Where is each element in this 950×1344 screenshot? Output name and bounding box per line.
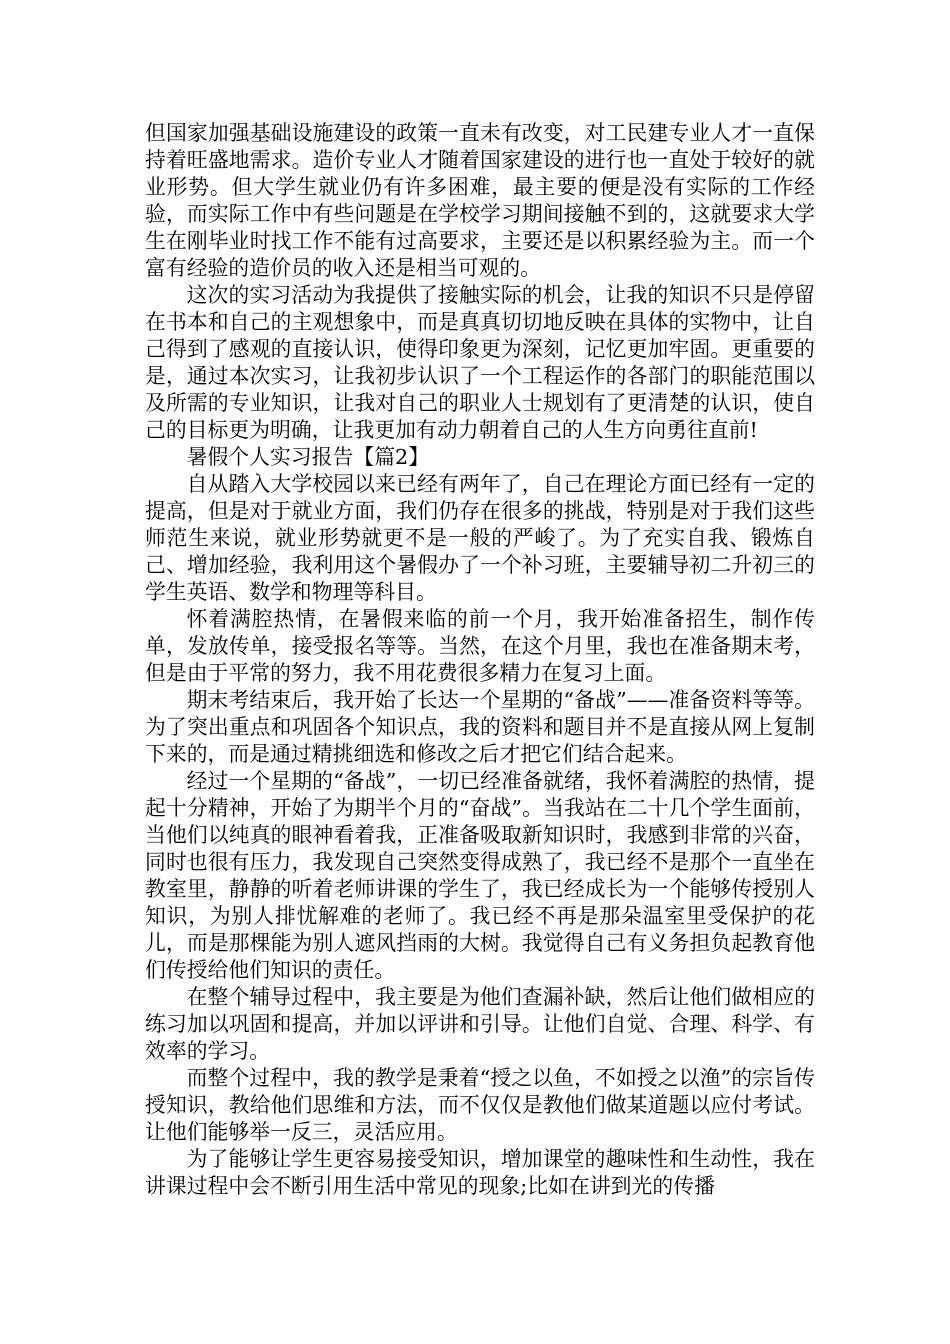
paragraph: 经过一个星期的“备战”，一切已经准备就绪，我怀着满腔的热情，提起十分精神，开始了为期半个月的“奋战”。当我站在二十几个学生面前，当他们以纯真的眼神看着我，正准备吸取新知识时，我感到非常的兴奋，同时也很有压力，我发现自己突然变得成熟了，我已经不是那个一直坐在教室里，静静的听着老师讲课的学生了，我已经成长为一个能够传授别人知识，为别人排忧解难的老师了。我已经不再是那朵温室里受保护的花儿，而是那棵能为别人遮风挡雨的大树。我觉得自己有义务担负起教育他们传授给他们知识的责任。	[145, 769, 815, 982]
section-heading: 暑假个人实习报告【篇2】	[186, 445, 430, 469]
paragraph: 为了能够让学生更容易接受知识，增加课堂的趣味性和生动性，我在讲课过程中会不断引用生活中常见的现象;比如在讲到光的传播	[145, 1147, 815, 1198]
paragraph: 而整个过程中，我的教学是秉着“授之以鱼，不如授之以渔”的宗旨传授知识，教给他们思维和方法，而不仅仅是教他们做某道题以应付考试。让他们能够举一反三，灵活应用。	[145, 1066, 815, 1144]
paragraph: 这次的实习活动为我提供了接触实际的机会，让我的知识不只是停留在书本和自己的主观想象中，而是真真切切地反映在具体的实物中，让自己得到了感观的直接认识，使得印象更为深刻，记忆更加牢固。更重要的是，通过本次实习，让我初步认识了一个工程运作的各部门的职能范围以及所需的专业知识，让我对自己的职业人士规划有了更清楚的认识，使自己的目标更为明确，让我更加有动力朝着自己的人生方向勇往直前!	[145, 283, 815, 442]
document-page	[145, 120, 815, 1200]
paragraph: 在整个辅导过程中，我主要是为他们查漏补缺，然后让他们做相应的练习加以巩固和提高，并加以评讲和引导。让他们自觉、合理、科学、有效率的学习。	[145, 985, 815, 1063]
paragraph: 自从踏入大学校园以来已经有两年了，自己在理论方面已经有一定的提高，但是对于就业方面，我们仍存在很多的挑战，特别是对于我们这些师范生来说，就业形势就更不是一般的严峻了。为了充实自我、锻炼自己、增加经验，我利用这个暑假办了一个补习班，主要辅导初二升初三的学生英语、数学和物理等科目。	[145, 472, 815, 604]
paragraph: 但国家加强基础设施建设的政策一直未有改变，对工民建专业人才一直保持着旺盛地需求。造价专业人才随着国家建设的进行也一直处于较好的就业形势。但大学生就业仍有许多困难，最主要的便是没有实际的工作经验，而实际工作中有些问题是在学校学习期间接触不到的，这就要求大学生在刚毕业时找工作不能有过高要求，主要还是以积累经验为主。而一个富有经验的造价员的收入还是相当可观的。	[145, 121, 815, 280]
paragraph: 期末考结束后，我开始了长达一个星期的“备战”——准备资料等等。为了突出重点和巩固各个知识点，我的资料和题目并不是直接从网上复制下来的，而是通过精挑细选和修改之后才把它们结合起来。	[145, 688, 815, 766]
paragraph: 怀着满腔热情，在暑假来临的前一个月，我开始准备招生，制作传单，发放传单，接受报名等等。当然，在这个月里，我也在准备期末考，但是由于平常的努力，我不用花费很多精力在复习上面。	[145, 607, 815, 685]
